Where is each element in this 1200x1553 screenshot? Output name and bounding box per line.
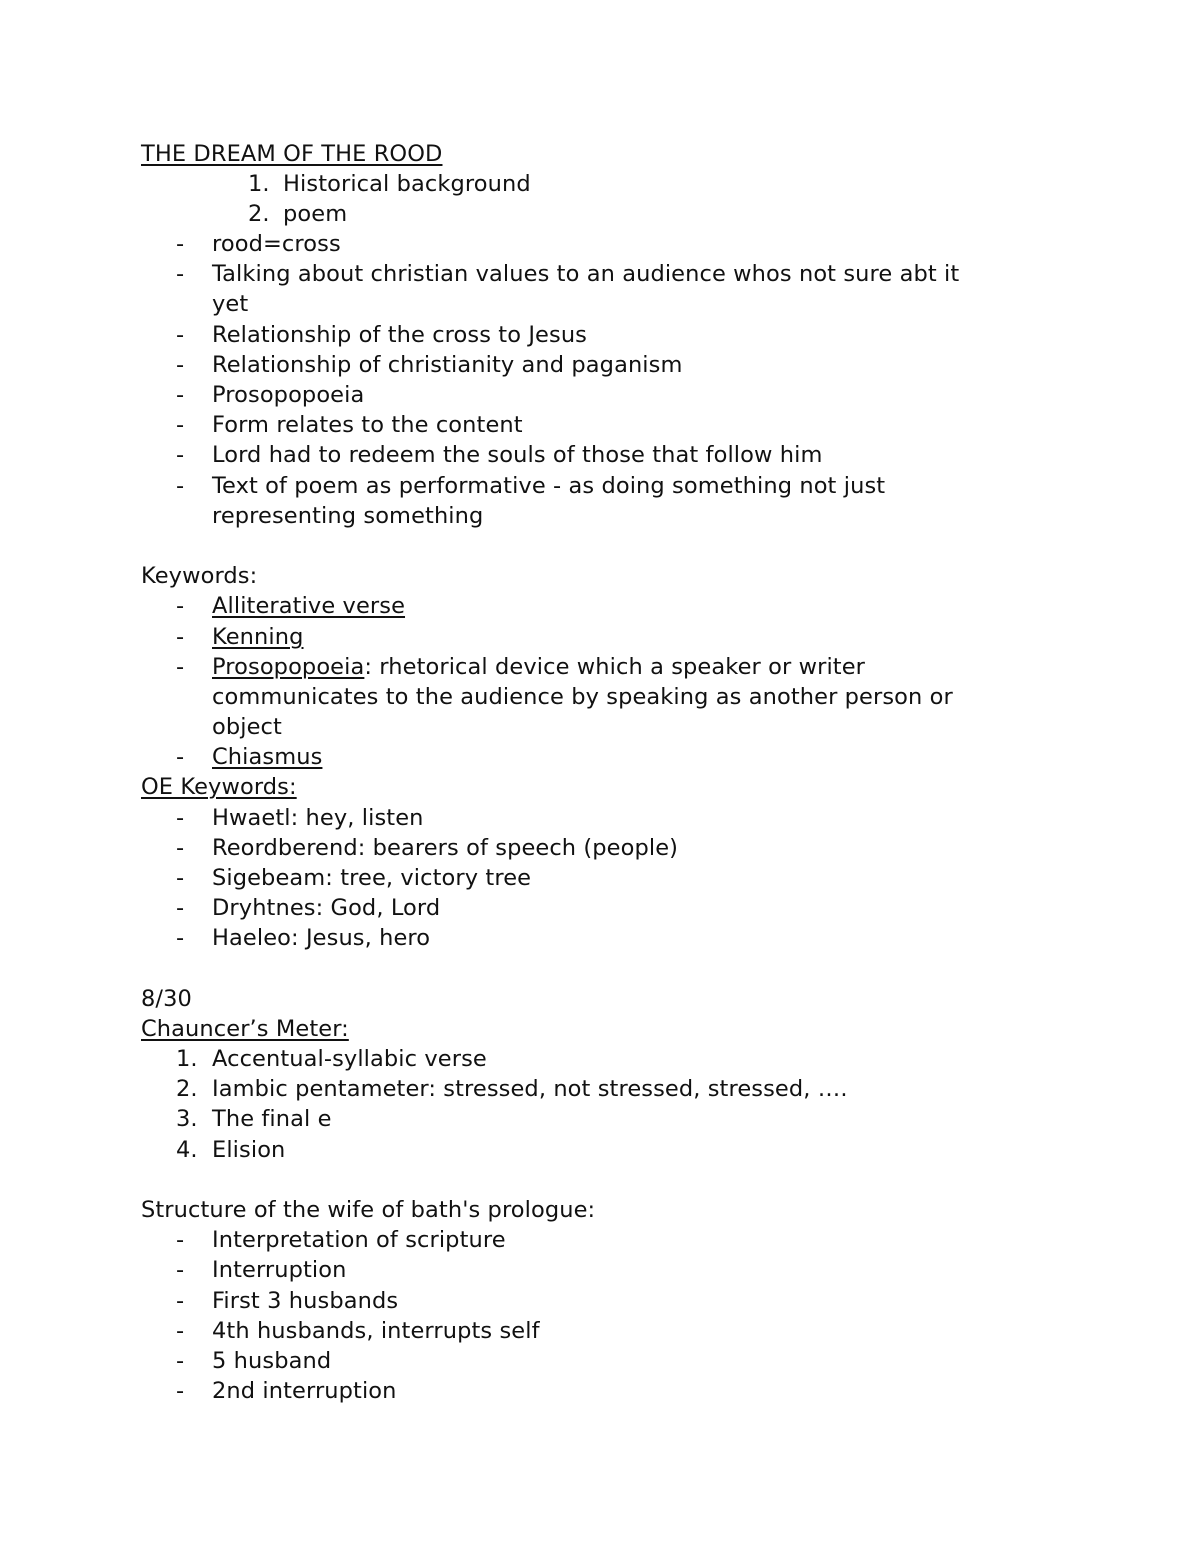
meter-heading: Chauncer’s Meter: (141, 1016, 349, 1042)
keywords-heading: Keywords: (141, 563, 258, 589)
bullet-dash: - (176, 322, 185, 348)
keyword-term: Prosopopoeia (212, 654, 365, 680)
bullet-dash: - (176, 1378, 185, 1404)
bullet-dash: - (176, 744, 185, 770)
list-number: 2. (248, 201, 270, 227)
list-item: Form relates to the content (212, 412, 523, 438)
bullet-dash: - (176, 624, 185, 650)
list-item: Elision (212, 1137, 286, 1163)
list-item: Interruption (212, 1257, 347, 1283)
list-item-continued: yet (212, 291, 249, 317)
bullet-dash: - (176, 1257, 185, 1283)
list-item: First 3 husbands (212, 1288, 399, 1314)
bullet-dash: - (176, 654, 185, 680)
list-item: Historical background (283, 171, 531, 197)
list-item: Interpretation of scripture (212, 1227, 506, 1253)
date-label: 8/30 (141, 986, 192, 1012)
list-item: rood=cross (212, 231, 341, 257)
list-number: 1. (248, 171, 270, 197)
bullet-dash: - (176, 442, 185, 468)
list-item: Sigebeam: tree, victory tree (212, 865, 532, 891)
list-item: Iambic pentameter: stressed, not stressed, stressed, …. (212, 1076, 848, 1102)
keyword-definition-line (212, 652, 865, 682)
list-item: 2nd interruption (212, 1378, 397, 1404)
bullet-dash: - (176, 895, 185, 921)
bullet-dash: - (176, 925, 185, 951)
list-item: Reordberend: bearers of speech (people) (212, 835, 679, 861)
keyword-definition: : rhetorical device which a speaker or writer (364, 654, 866, 680)
list-item: Haeleo: Jesus, hero (212, 925, 431, 951)
bullet-dash: - (176, 835, 185, 861)
bullet-dash: - (176, 352, 185, 378)
keyword-term: Alliterative verse (212, 593, 406, 619)
list-number: 2. (176, 1076, 198, 1102)
list-item: Accentual-syllabic verse (212, 1046, 487, 1072)
list-item: Relationship of christianity and paganism (212, 352, 683, 378)
keyword-term: Kenning (212, 624, 304, 650)
bullet-dash: - (176, 805, 185, 831)
list-item: 5 husband (212, 1348, 332, 1374)
keyword-definition-continued: communicates to the audience by speaking as another person or (212, 684, 953, 710)
bullet-dash: - (176, 1318, 185, 1344)
keyword-definition-continued: object (212, 714, 282, 740)
list-number: 4. (176, 1137, 198, 1163)
list-item: poem (283, 201, 348, 227)
bullet-dash: - (176, 382, 185, 408)
bullet-dash: - (176, 1227, 185, 1253)
section-title: THE DREAM OF THE ROOD (141, 141, 443, 167)
bullet-dash: - (176, 865, 185, 891)
list-item-continued: representing something (212, 503, 484, 529)
list-item: Hwaetl: hey, listen (212, 805, 424, 831)
bullet-dash: - (176, 261, 185, 287)
list-item: Prosopopoeia (212, 382, 365, 408)
structure-heading: Structure of the wife of bath's prologue: (141, 1197, 596, 1223)
bullet-dash: - (176, 231, 185, 257)
list-item: The final e (212, 1106, 332, 1132)
bullet-dash: - (176, 593, 185, 619)
bullet-dash: - (176, 1288, 185, 1314)
list-item: Relationship of the cross to Jesus (212, 322, 588, 348)
list-item: Talking about christian values to an audience whos not sure abt it (212, 261, 960, 287)
list-number: 3. (176, 1106, 198, 1132)
list-item: Dryhtnes: God, Lord (212, 895, 441, 921)
bullet-dash: - (176, 473, 185, 499)
bullet-dash: - (176, 412, 185, 438)
list-number: 1. (176, 1046, 198, 1072)
keyword-term: Chiasmus (212, 744, 323, 770)
bullet-dash: - (176, 1348, 185, 1374)
list-item: Lord had to redeem the souls of those that follow him (212, 442, 823, 468)
oe-keywords-heading: OE Keywords: (141, 774, 297, 800)
list-item: 4th husbands, interrupts self (212, 1318, 540, 1344)
list-item: Text of poem as performative - as doing something not just (212, 473, 886, 499)
